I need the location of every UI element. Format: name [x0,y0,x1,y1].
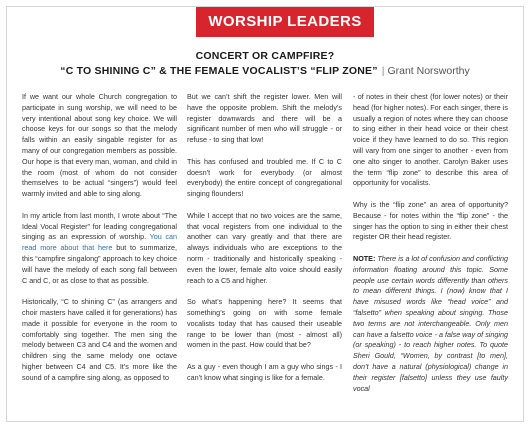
magazine-page [6,6,524,422]
paragraph: But we can’t shift the register lower. Men will have the opposite problem. Shift the melody’s register downwards and there will be a significant number of men who will struggle - or refuse - to sing that low! [187,92,342,145]
headline-separator: | [381,65,385,77]
paragraph: While I accept that no two voices are the same, that vocal registers from one individual to the another can vary greatly and that there are always individuals who are exceptions to the norm - traditionally and historically speaking - even the lower, female alto voice should easily reach to a C5 and higher. [187,210,342,285]
paragraph: Historically, “C to shining C” (as arrangers and choir masters have called it for generations) has made it possible for everyone in the room to comfortably sing together. The men sing the melody between C3 and C4 and the women and children sing the same melody one octave higher between C4 and C5. It’s more like the sound of a campfire sing along, as opposed to [22,297,177,382]
paragraph: As a guy - even though I am a guy who sings - I can’t know what singing is like for a female. [187,361,342,382]
section-banner: WORSHIP LEADERS [196,7,374,37]
paragraph [22,211,177,287]
paragraph: - of notes in their chest (for lower notes) or their head (for higher notes). For each singer, there is usually a region of notes where they can choose to sing either in their head voice or their chest voice if they have learned to do so. This region will vary from one singer to another - even from one alto singer to another. Carolyn Baker uses the term “flip zone” to describe this area of opportunity for vocalists. [353,92,508,188]
text-column-3 [353,92,508,405]
article-headline [7,65,523,77]
note-label: NOTE: [353,253,376,263]
article-kicker: CONCERT OR CAMPFIRE? [195,50,335,62]
paragraph: This has confused and troubled me. If C to C doesn’t work for everybody (or almost everybody) the entire concept of congregational singing flounders! [187,156,342,199]
headline-title: “C TO SHINING C” & THE FEMALE VOCALIST’S “FLIP ZONE” [60,65,378,77]
paragraph: Why is the “flip zone” an area of opportunity? Because - for notes within the “flip zone” - the singer has the option to sing in either their chest register OR their head register. [353,199,508,242]
text-column-2 [187,92,342,394]
text-column-1 [22,92,177,394]
paragraph: If we want our whole Church congregation to participate in sung worship, we will need to be very intentional about song key choice. We will choose keys for our songs so that the melody falls within an easily singable register for as many of our congregation members as possible. Our hope is that every man, woman, and child in the room (most of whom do not consider themselves to be actual “singers”) would feel warmly invited and able to sing along. [22,92,177,199]
paragraph-text: but to summarize, this “campfire singalong” approach to key choice will have the melody of each song fall between C and C, or as close to that as possible. [22,243,178,285]
paragraph: So what’s happening here? It seems that something’s going on with some female vocalists today that has caused their useable range to be lower than (most - almost all) women in the past. How could that be? [187,297,342,350]
author-name: Grant Norsworthy [387,65,470,77]
paragraph-text: In my article from last month, I wrote about “The Ideal Vocal Register” for leading congregational singing as an expression of worship. [22,210,177,242]
note-text: There is a lot of confusion and conflicting information floating around this topic. Some people use certain words differently than others to mean different things. I (now) know that I have misused words like “head voice” and “falsetto” when speaking about singing. Those two terms are not interchangeable. Only men can have a falsetto voice - a false way of singing (or speaking) - to reach higher notes. To quote Sheri Gould, “Women, by contrast [to men], don’t have a natural (physiological) change in their register [falsetto] unless they use faulty vocal [353,253,508,393]
read-more-link[interactable]: You can read more about that here [22,232,177,253]
note-paragraph [353,254,508,394]
